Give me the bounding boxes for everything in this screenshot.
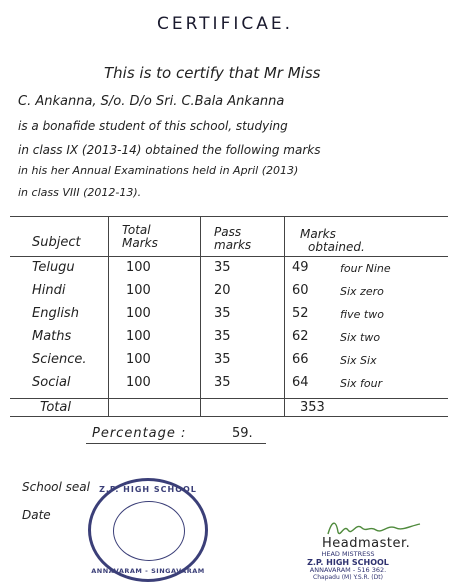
table-rule-body xyxy=(10,398,448,399)
cell-subject: English xyxy=(32,306,79,321)
cell-pass: 35 xyxy=(214,329,231,344)
cell-total: 100 xyxy=(126,352,151,367)
stamp-line-1: HEAD MISTRESS xyxy=(321,550,375,558)
table-col-rule-2 xyxy=(200,216,201,416)
stamp-line-2: Z.P. HIGH SCHOOL xyxy=(307,558,389,567)
cell-total: 100 xyxy=(126,329,151,344)
cell-total: 100 xyxy=(126,283,151,298)
body-line-1: This is to certify that Mr Miss xyxy=(104,64,321,82)
seal-bottom-text: ANNAVARAM - SINGAVARAM xyxy=(91,567,205,575)
total-label: Total xyxy=(40,400,71,415)
headmaster-label: Headmaster. xyxy=(322,536,411,551)
table-col-rule-1 xyxy=(108,216,109,416)
body-line-4: in class IX (2013-14) obtained the following marks xyxy=(18,143,321,157)
cell-subject: Telugu xyxy=(32,260,75,275)
stamp-line-4: Chapadu (M) Y.S.R. (Dt) xyxy=(313,574,383,581)
header-subject: Subject xyxy=(32,235,81,250)
school-seal-label: School seal xyxy=(22,480,90,494)
cell-marks-words: Six two xyxy=(340,331,381,344)
cell-subject: Science. xyxy=(32,352,87,367)
cell-marks: 60 xyxy=(292,283,309,298)
cell-total: 100 xyxy=(126,306,151,321)
header-marks-obtained: Marks obtained. xyxy=(300,227,365,254)
school-seal xyxy=(88,478,208,582)
headmistress-stamp xyxy=(282,551,414,581)
percentage-underline xyxy=(86,443,266,444)
body-line-5: in his her Annual Examinations held in April (2013) xyxy=(18,164,299,177)
body-line-6: in class VIII (2012-13). xyxy=(18,186,142,199)
seal-top-text: Z.P. HIGH SCHOOL xyxy=(99,485,197,494)
total-value: 353 xyxy=(300,400,325,415)
table-rule-top xyxy=(10,216,448,217)
header-pass-marks: Pass marks xyxy=(214,225,252,252)
cell-subject: Social xyxy=(32,375,71,390)
cell-pass: 35 xyxy=(214,306,231,321)
date-label: Date xyxy=(22,508,51,522)
cell-pass: 20 xyxy=(214,283,231,298)
cell-marks: 49 xyxy=(292,260,309,275)
cell-marks-words: four Nine xyxy=(340,262,391,275)
cell-marks-words: five two xyxy=(340,308,384,321)
cell-marks: 64 xyxy=(292,375,309,390)
percentage-label: Percentage : xyxy=(92,426,187,441)
cell-total: 100 xyxy=(126,375,151,390)
cell-pass: 35 xyxy=(214,375,231,390)
cell-marks: 62 xyxy=(292,329,309,344)
seal-inner-ring xyxy=(113,501,185,561)
body-line-3: is a bonafide student of this school, studying xyxy=(18,119,288,133)
cell-marks-words: Six four xyxy=(340,377,383,390)
table-rule-header xyxy=(10,256,448,257)
certificate-title: CERTIFICAE. xyxy=(156,14,294,34)
cell-marks: 52 xyxy=(292,306,309,321)
header-total-marks: Total Marks xyxy=(122,223,158,250)
cell-marks-words: Six Six xyxy=(340,354,377,367)
stamp-line-3: ANNAVARAM - 516 362. xyxy=(309,566,387,574)
percentage-value: 59. xyxy=(232,426,253,441)
body-line-2: C. Ankanna, S/o. D/o Sri. C.Bala Ankanna xyxy=(18,94,285,109)
cell-marks-words: Six zero xyxy=(340,285,384,298)
cell-total: 100 xyxy=(126,260,151,275)
cell-subject: Hindi xyxy=(32,283,66,298)
cell-marks: 66 xyxy=(292,352,309,367)
cell-pass: 35 xyxy=(214,260,231,275)
table-col-rule-3 xyxy=(284,216,285,416)
table-rule-bottom xyxy=(10,416,448,417)
cell-subject: Maths xyxy=(32,329,72,344)
cell-pass: 35 xyxy=(214,352,231,367)
